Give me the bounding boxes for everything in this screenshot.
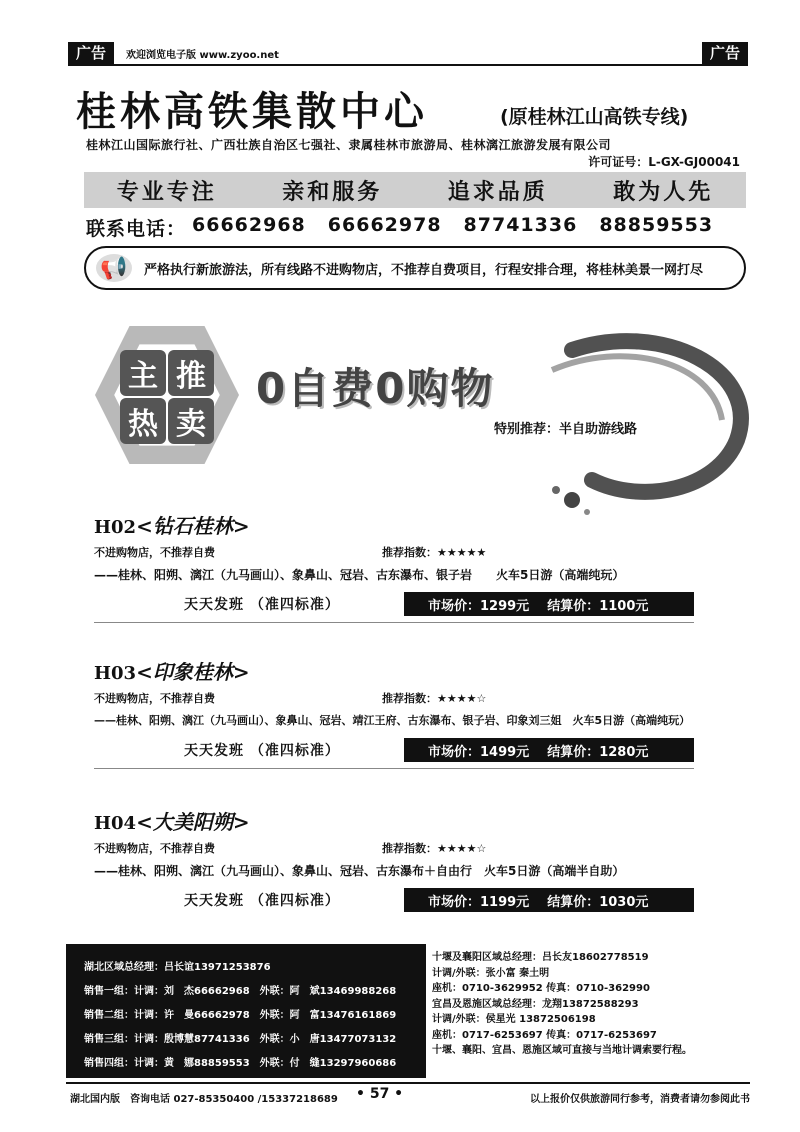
- market-price: 市场价：1199元: [428, 894, 530, 910]
- promo-headline: 0自费0购物: [256, 364, 495, 413]
- product-code: H04: [94, 813, 137, 834]
- settle-price: 结算价：1280元: [547, 744, 649, 760]
- product-policy: 不进购物店，不推荐自费: [94, 842, 215, 855]
- top-bar: [68, 42, 748, 64]
- badge-char-1: 主: [120, 350, 166, 396]
- product-schedule: 天天发班 （准四标准）: [184, 597, 340, 613]
- edition-info: 湖北国内版 咨询电话 027-85350400 /15337218689: [70, 1094, 338, 1105]
- hot-sale-badge: [92, 320, 242, 470]
- contact-line: 销售二组：计调：许 曼66662978 外联：阿 富13476161869: [84, 1010, 397, 1021]
- product-route: ——桂林、阳朔、漓江（九马画山）、象鼻山、冠岩、古东瀑布＋自由行 火车5日游（高端半自助）: [94, 864, 625, 878]
- market-price: 市场价：1499元: [428, 744, 530, 760]
- product-name: <印象桂林>: [136, 660, 250, 684]
- badge-char-3: 热: [120, 398, 166, 444]
- disclaimer: 以上报价仅供旅游同行参考，消费者请勿参阅此书: [530, 1094, 750, 1105]
- product-schedule: 天天发班 （准四标准）: [184, 743, 340, 759]
- page-number: • 57 •: [356, 1086, 404, 1102]
- product-rating: 推荐指数：★★★★★: [382, 546, 487, 559]
- slogan-1: 专业专注: [116, 179, 217, 205]
- product-h03: [94, 656, 734, 776]
- contact-phones: [86, 214, 713, 241]
- contact-line: 宜昌及恩施区域总经理：龙翔13872588293: [432, 998, 639, 1010]
- badge-char-2: 推: [168, 350, 214, 396]
- product-name: <钻石桂林>: [136, 514, 250, 538]
- slogan-4: 敢为人先: [613, 179, 714, 205]
- ad-tag-left: 广告: [68, 42, 114, 64]
- hubei-sales-contacts: [66, 944, 426, 1078]
- market-price: 市场价：1299元: [428, 598, 530, 614]
- product-code: H02: [94, 517, 137, 538]
- product-price-bar: [404, 888, 694, 912]
- contact-line: 计调/外联：张小富 秦土明: [432, 967, 550, 979]
- megaphone-icon: 📢: [96, 254, 132, 282]
- product-schedule: 天天发班 （准四标准）: [184, 893, 340, 909]
- contact-footer: [66, 944, 750, 1078]
- phone-2: 66662978: [327, 214, 442, 236]
- phone-4: 88859553: [599, 214, 714, 236]
- product-rating: 推荐指数：★★★★☆: [382, 842, 487, 855]
- product-price-bar: [404, 592, 694, 616]
- product-h02: [94, 510, 734, 630]
- contact-line: 十堰、襄阳、宜昌、恩施区域可直接与当地计调索要行程。: [432, 1045, 692, 1056]
- phone-3: 87741336: [463, 214, 578, 236]
- settle-price: 结算价：1030元: [547, 894, 649, 910]
- special-recommendation: 特别推荐：半自助游线路: [494, 422, 638, 437]
- company-list: 桂林江山国际旅行社、广西壮族自治区七强社、隶属桂林市旅游局、桂林漓江旅游发展有限公司: [86, 138, 612, 152]
- contact-line: 计调/外联：侯星光 13872506198: [432, 1014, 596, 1025]
- product-code: H03: [94, 663, 137, 684]
- contact-line: 座机：0710-3629952 传真：0710-362990: [432, 983, 650, 994]
- product-policy: 不进购物店，不推荐自费: [94, 692, 215, 705]
- slogan-3: 追求品质: [447, 179, 548, 205]
- contact-line: 湖北区域总经理：吕长谊13971253876: [84, 962, 271, 973]
- policy-notice: [84, 246, 746, 290]
- phone-1: 66662968: [192, 214, 306, 236]
- license-number: 许可证号：L-GX-GJ00041: [588, 155, 740, 169]
- slogan-2: 亲和服务: [282, 179, 383, 205]
- product-name: <大美阳朔>: [136, 810, 250, 834]
- top-divider: [68, 64, 748, 66]
- page-footer: [70, 1086, 750, 1106]
- contact-line: 座机：0717-6253697 传真：0717-6253697: [432, 1029, 657, 1041]
- product-price-bar: [404, 738, 694, 762]
- product-h04: [94, 806, 734, 926]
- contact-line: 销售三组：计调：殷博慧87741336 外联：小 唐13477073132: [84, 1034, 397, 1045]
- bottom-divider: [66, 1082, 750, 1084]
- policy-notice-text: 严格执行新旅游法，所有线路不进购物店，不推荐自费项目，行程安排合理，将桂林美景一网打尽: [144, 262, 704, 278]
- badge-char-4: 卖: [168, 398, 214, 444]
- product-divider: [94, 622, 694, 623]
- contact-line: 销售四组：计调：黄 娜88859553 外联：付 缝13297960686: [84, 1058, 397, 1069]
- brand-subtitle: (原桂林江山高铁专线): [500, 106, 689, 128]
- product-policy: 不进购物店，不推荐自费: [94, 546, 215, 559]
- contact-label: 联系电话：: [86, 218, 187, 240]
- slogan-bar: [84, 172, 746, 208]
- product-route: ——桂林、阳朔、漓江（九马画山）、象鼻山、冠岩、古东瀑布、银子岩 火车5日游（高端纯玩）: [94, 568, 625, 582]
- product-divider: [94, 768, 694, 769]
- regional-contacts: [432, 950, 750, 1074]
- brand-title: 桂林高铁集散中心: [76, 89, 428, 135]
- product-rating: 推荐指数：★★★★☆: [382, 692, 487, 705]
- contact-line: 销售一组：计调：刘 杰66662968 外联：阿 斌13469988268: [84, 986, 397, 997]
- welcome-text: 欢迎浏览电子版 www.zyoo.net: [126, 50, 279, 61]
- settle-price: 结算价：1100元: [547, 598, 649, 614]
- product-route: ——桂林、阳朔、漓江（九马画山）、象鼻山、冠岩、靖江王府、古东瀑布、银子岩、印象刘三姐 火车5日游（高端纯玩）: [94, 714, 691, 727]
- ad-tag-right: 广告: [702, 42, 748, 64]
- contact-line: 十堰及襄阳区域总经理：吕长友18602778519: [432, 952, 649, 963]
